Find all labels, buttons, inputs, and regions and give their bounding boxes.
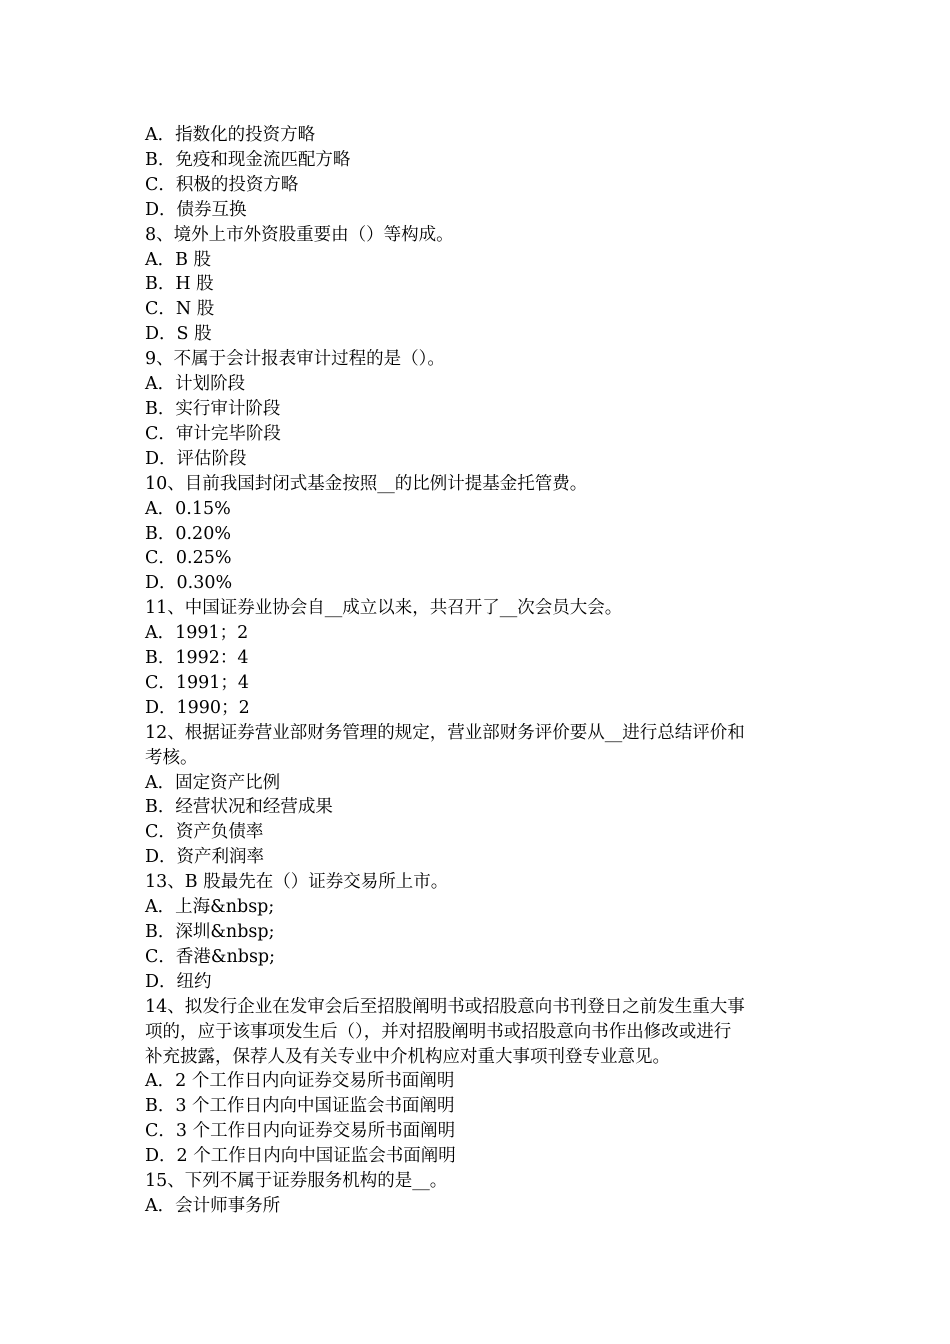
answer-option: D．1990；2 xyxy=(145,697,250,718)
answer-option: A．2 个工作日内向证券交易所书面阐明 xyxy=(145,1071,455,1092)
answer-option: B．经营状况和经营成果 xyxy=(145,797,333,818)
answer-option: A．固定资产比例 xyxy=(145,772,281,793)
answer-option: C．审计完毕阶段 xyxy=(145,423,281,444)
answer-option: D．债券互换 xyxy=(145,199,247,220)
answer-option: A．B 股 xyxy=(145,249,212,270)
document-body xyxy=(145,123,815,1219)
answer-option: C．3 个工作日内向证券交易所书面阐明 xyxy=(145,1121,456,1142)
answer-option: A．0.15% xyxy=(145,498,231,519)
question-line: 14、拟发行企业在发审会后至招股阐明书或招股意向书刊登日之前发生重大事 xyxy=(145,996,745,1017)
question-line: 15、下列不属于证券服务机构的是__。 xyxy=(145,1171,448,1192)
answer-option: C．香港&nbsp; xyxy=(145,946,276,967)
answer-option: B．1992：4 xyxy=(145,648,249,669)
answer-option: B．0.20% xyxy=(145,523,231,544)
answer-option: C．积极的投资方略 xyxy=(145,174,299,195)
question-line: 项的，应于该事项发生后（），并对招股阐明书或招股意向书作出修改或进行 xyxy=(145,1021,732,1042)
question-line: 13、B 股最先在（）证券交易所上市。 xyxy=(145,872,449,893)
answer-option: D．评估阶段 xyxy=(145,448,247,469)
question-line: 10、目前我国封闭式基金按照__的比例计提基金托管费。 xyxy=(145,473,588,494)
question-line: 12、根据证券营业部财务管理的规定，营业部财务评价要从__进行总结评价和 xyxy=(145,722,745,743)
question-line: 补充披露，保荐人及有关专业中介机构应对重大事项刊登专业意见。 xyxy=(145,1046,670,1067)
answer-option: D．2 个工作日内向中国证监会书面阐明 xyxy=(145,1146,456,1167)
answer-option: B．H 股 xyxy=(145,274,214,295)
question-line: 8、境外上市外资股重要由（）等构成。 xyxy=(145,224,454,245)
answer-option: B．免疫和现金流匹配方略 xyxy=(145,149,351,170)
answer-option: B．深圳&nbsp; xyxy=(145,922,275,942)
answer-option: D．0.30% xyxy=(145,573,233,594)
answer-option: C．1991；4 xyxy=(145,672,250,693)
answer-option: D．资产利润率 xyxy=(145,847,265,868)
question-line: 11、中国证券业协会自__成立以来，共召开了__次会员大会。 xyxy=(145,598,623,619)
answer-option: A．1991；2 xyxy=(145,623,249,644)
answer-option: D．S 股 xyxy=(145,324,212,345)
answer-option: A．会计师事务所 xyxy=(145,1195,281,1216)
answer-option: A．指数化的投资方略 xyxy=(145,125,316,145)
answer-option: C．N 股 xyxy=(145,299,215,320)
answer-option: A．上海&nbsp; xyxy=(145,897,275,918)
answer-option: A．计划阶段 xyxy=(145,374,246,395)
question-line: 考核。 xyxy=(145,747,198,768)
answer-option: C．0.25% xyxy=(145,548,232,569)
answer-option: B．实行审计阶段 xyxy=(145,398,281,419)
answer-option: D．纽约 xyxy=(145,971,212,992)
answer-option: C．资产负债率 xyxy=(145,822,264,843)
answer-option: B．3 个工作日内向中国证监会书面阐明 xyxy=(145,1096,455,1117)
question-line: 9、不属于会计报表审计过程的是（）。 xyxy=(145,349,445,370)
